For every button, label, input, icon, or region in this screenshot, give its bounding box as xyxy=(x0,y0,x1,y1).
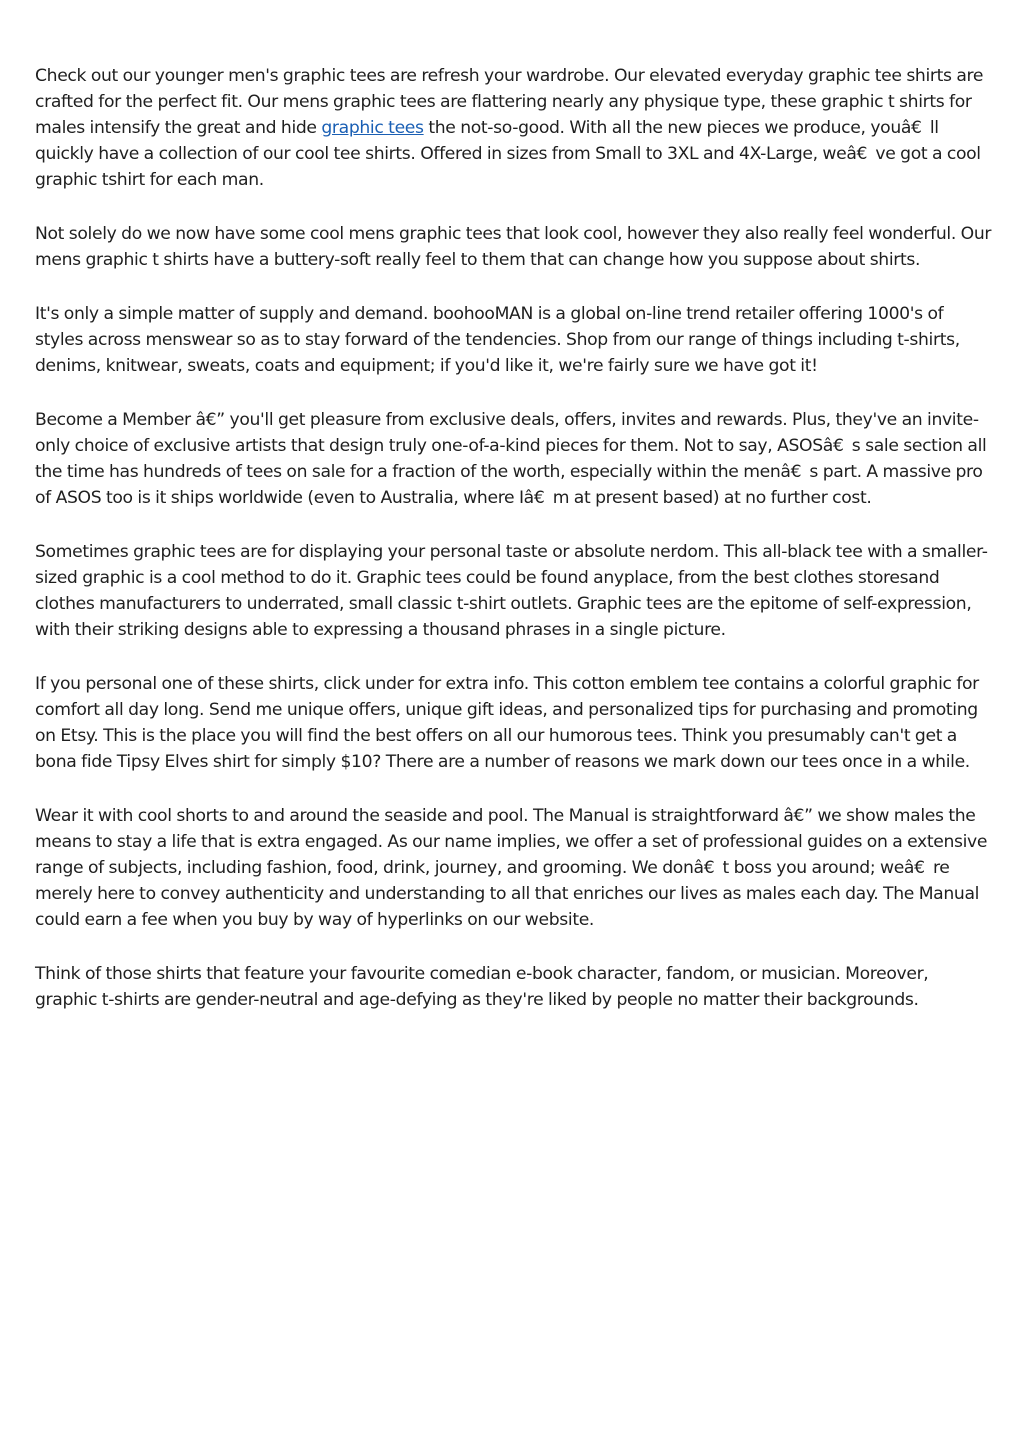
paragraph-7: Wear it with cool shorts to and around the seaside and pool. The Manual is straightforward â€” we show males the means to stay a life that is extra engaged. As our name implies, we offer a set of professional guides on a extensive range of subjects, including fashion, food, drink, journey, and grooming. We donâ€ t boss you around; weâ€ re merely here to convey authenticity and understanding to all that enriches our lives as males each day. The Manual could earn a fee when you buy by way of hyperlinks on our website. xyxy=(35,806,988,930)
paragraph-8: Think of those shirts that feature your favourite comedian e-book character, fandom, or musician. Moreover, graphic t-shirts are gender-neutral and age-defying as they're liked by people no matter their backgrounds. xyxy=(35,964,929,1010)
paragraph-5: Sometimes graphic tees are for displaying your personal taste or absolute nerdom. This all-black tee with a smaller-sized graphic is a cool method to do it. Graphic tees could be found anyplace, from the best clothes storesand clothes manufacturers to underrated, small classic t-shirt outlets. Graphic tees are the epitome of self-expression, with their striking designs able to expressing a thousand phrases in a single picture. xyxy=(35,542,988,640)
document-body xyxy=(35,63,995,1041)
paragraph-1-text-end: the not-so-good. With all the new pieces we produce, youâ€ ll quickly have a collection of our cool tee shirts. Offered in sizes from Small to 3XL and 4X-Large, weâ€ ve got a cool graphic tshirt for each man. xyxy=(35,118,981,190)
paragraph-1 xyxy=(35,63,995,193)
graphic-tees-link[interactable]: graphic tees xyxy=(321,118,424,138)
paragraph-6: If you personal one of these shirts, click under for extra info. This cotton emblem tee contains a colorful graphic for comfort all day long. Send me unique offers, unique gift ideas, and personalized tips for purchasing and promoting on Etsy. This is the place you will find the best offers on all our humorous tees. Think you presumably can't get a bona fide Tipsy Elves shirt for simply $10? There are a number of reasons we mark down our tees once in a while. xyxy=(35,674,979,772)
paragraph-4: Become a Member â€” you'll get pleasure from exclusive deals, offers, invites and rewards. Plus, they've an invite-only choice of exclusive artists that design truly one-of-a-kind pieces for them. Not to say, ASOSâ€ s sale section all the time has hundreds of tees on sale for a fraction of the worth, especially within the menâ€ s part. A massive pro of ASOS too is it ships worldwide (even to Australia, where Iâ€ m at present based) at no further cost. xyxy=(35,410,987,508)
paragraph-1-text-start: Check out our younger men's graphic tees are refresh your wardrobe. Our elevated everyday graphic tee shirts are crafted for the perfect fit. Our mens graphic tees are flattering nearly any physique type, these graphic t shirts for males intensify the great and hide xyxy=(35,66,984,138)
paragraph-2: Not solely do we now have some cool mens graphic tees that look cool, however they also really feel wonderful. Our mens graphic t shirts have a buttery-soft really feel to them that can change how you suppose about shirts. xyxy=(35,224,992,270)
paragraph-3: It's only a simple matter of supply and demand. boohooMAN is a global on-line trend retailer offering 1000's of styles across menswear so as to stay forward of the tendencies. Shop from our range of things including t-shirts, denims, knitwear, sweats, coats and equipment; if you'd like it, we're fairly sure we have got it! xyxy=(35,304,960,376)
